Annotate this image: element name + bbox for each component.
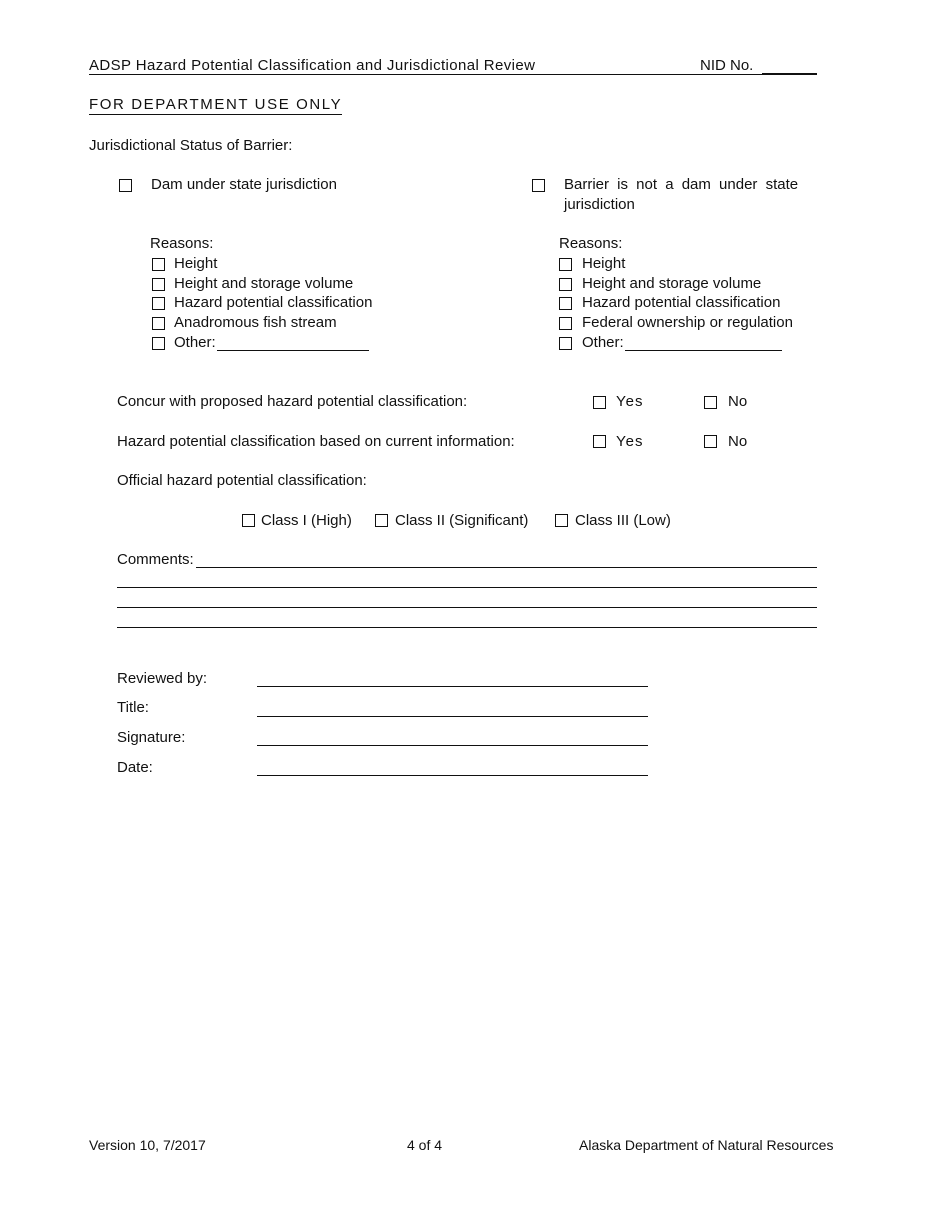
reason-right-height-storage-checkbox[interactable] — [559, 278, 572, 291]
current-info-yes-label: Yes — [616, 433, 644, 450]
reason-left-fish-checkbox[interactable] — [152, 317, 165, 330]
dam-under-state-label: Dam under state jurisdiction — [151, 176, 337, 193]
class-high-checkbox[interactable] — [242, 514, 255, 527]
comments-line-2[interactable] — [117, 587, 817, 588]
reason-left-fish-label: Anadromous fish stream — [174, 314, 337, 331]
reviewed-by-label: Reviewed by: — [117, 670, 208, 687]
document-title: ADSP Hazard Potential Classification and Jurisdictional Review — [89, 57, 536, 74]
date-label: Date: — [117, 759, 153, 776]
current-info-no-label: No — [728, 433, 748, 450]
reason-right-other-field[interactable] — [625, 350, 782, 351]
comments-line-3[interactable] — [117, 607, 817, 608]
reasons-left-label: Reasons: — [150, 235, 214, 252]
footer-organization: Alaska Department of Natural Resources — [579, 1137, 834, 1153]
concur-question: Concur with proposed hazard potential classification: — [117, 393, 468, 410]
official-classification-label: Official hazard potential classification: — [117, 472, 367, 489]
jurisdiction-label: Jurisdictional Status of Barrier: — [89, 137, 293, 154]
nid-field[interactable] — [762, 73, 817, 74]
comments-label: Comments: — [117, 551, 194, 568]
barrier-not-dam-label-line2: jurisdiction — [564, 196, 635, 213]
date-field[interactable] — [257, 775, 648, 776]
reviewed-by-field[interactable] — [257, 686, 648, 687]
comments-line-1[interactable] — [196, 567, 817, 568]
reason-left-hazard-label: Hazard potential classification — [174, 294, 373, 311]
barrier-not-dam-label-line1: Barrier is not a dam under state — [564, 176, 799, 193]
reason-left-hazard-checkbox[interactable] — [152, 297, 165, 310]
class-significant-label: Class II (Significant) — [395, 512, 529, 529]
reason-left-height-label: Height — [174, 255, 218, 272]
footer-page-number: 4 of 4 — [407, 1137, 443, 1153]
reason-left-height-checkbox[interactable] — [152, 258, 165, 271]
current-info-no-checkbox[interactable] — [704, 435, 717, 448]
reason-left-other-field[interactable] — [217, 350, 369, 351]
title-field[interactable] — [257, 716, 648, 717]
reason-right-height-checkbox[interactable] — [559, 258, 572, 271]
reason-right-federal-label: Federal ownership or regulation — [582, 314, 793, 331]
reason-left-height-storage-checkbox[interactable] — [152, 278, 165, 291]
signature-field[interactable] — [257, 745, 648, 746]
class-significant-checkbox[interactable] — [375, 514, 388, 527]
reason-left-height-storage-label: Height and storage volume — [174, 275, 354, 292]
class-low-checkbox[interactable] — [555, 514, 568, 527]
section-title: FOR DEPARTMENT USE ONLY — [89, 96, 343, 113]
reason-right-hazard-label: Hazard potential classification — [582, 294, 781, 311]
current-info-question: Hazard potential classification based on current information: — [117, 433, 515, 450]
barrier-not-dam-checkbox[interactable] — [532, 179, 545, 192]
footer-version: Version 10, 7/2017 — [89, 1137, 206, 1153]
reason-right-height-label: Height — [582, 255, 626, 272]
header-rule — [89, 74, 817, 75]
reason-right-hazard-checkbox[interactable] — [559, 297, 572, 310]
nid-label: NID No. — [700, 57, 754, 74]
comments-line-4[interactable] — [117, 627, 817, 628]
reason-left-other-label: Other: — [174, 334, 216, 351]
signature-label: Signature: — [117, 729, 186, 746]
concur-no-label: No — [728, 393, 748, 410]
reason-right-federal-checkbox[interactable] — [559, 317, 572, 330]
reason-left-other-checkbox[interactable] — [152, 337, 165, 350]
title-label: Title: — [117, 699, 149, 716]
section-title-underline — [89, 114, 342, 115]
dam-under-state-checkbox[interactable] — [119, 179, 132, 192]
reasons-right-label: Reasons: — [559, 235, 623, 252]
reason-right-height-storage-label: Height and storage volume — [582, 275, 762, 292]
concur-no-checkbox[interactable] — [704, 396, 717, 409]
concur-yes-label: Yes — [616, 393, 644, 410]
current-info-yes-checkbox[interactable] — [593, 435, 606, 448]
class-high-label: Class I (High) — [261, 512, 352, 529]
reason-right-other-checkbox[interactable] — [559, 337, 572, 350]
reason-right-other-label: Other: — [582, 334, 624, 351]
class-low-label: Class III (Low) — [575, 512, 671, 529]
concur-yes-checkbox[interactable] — [593, 396, 606, 409]
